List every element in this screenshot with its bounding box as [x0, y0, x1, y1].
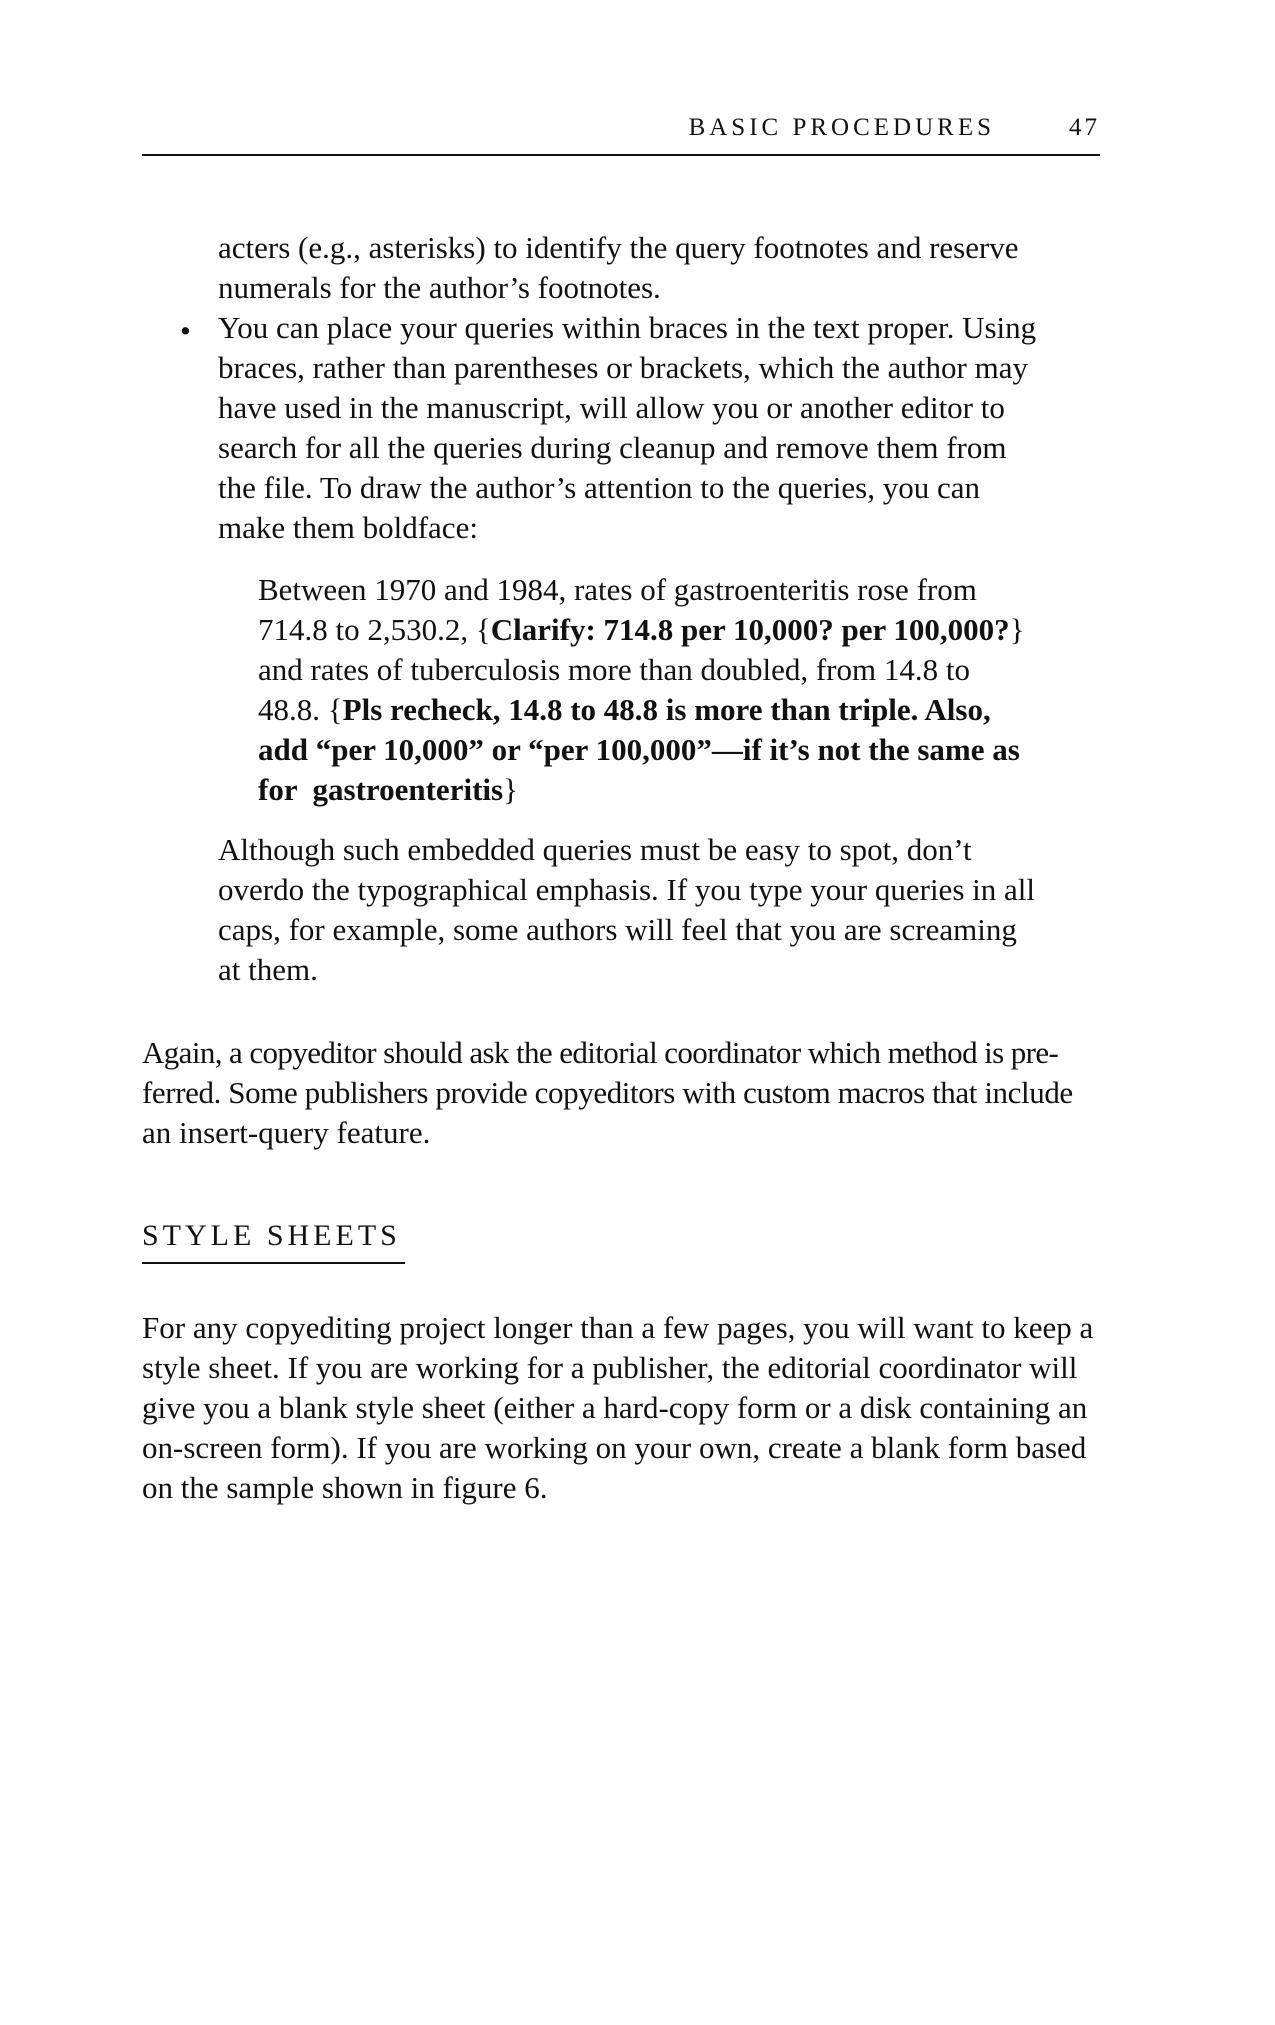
text-line: style sheet. If you are working for a publisher, the editorial coordinator will: [142, 1350, 1078, 1385]
text-line: and rates of tuberculosis more than doubled, from 14.8 to: [258, 652, 970, 687]
body-paragraph: [142, 1308, 1093, 1508]
text-line: caps, for example, some authors will feel that you are screaming: [218, 912, 1017, 947]
query-text: add “per 10,000” or “per 100,000”—if it’s not the same as: [258, 732, 1020, 767]
text-line: the file. To draw the author’s attention to the queries, you can: [218, 470, 980, 505]
brace: }: [1009, 612, 1025, 647]
bullet-item-text: [218, 308, 1036, 548]
text-line: search for all the queries during cleanup and remove them from: [218, 430, 1007, 465]
text-line: numerals for the author’s footnotes.: [218, 270, 661, 305]
text-line: Between 1970 and 1984, rates of gastroenteritis rose from: [258, 572, 977, 607]
text-line: ferred. Some publishers provide copyeditors with custom macros that include: [142, 1075, 1073, 1110]
text-line: give you a blank style sheet (either a hard-copy form or a disk containing an: [142, 1390, 1088, 1425]
page-number: 47: [1069, 114, 1100, 141]
running-head-title: BASIC PROCEDURES: [688, 114, 995, 141]
text-line: on the sample shown in figure 6.: [142, 1470, 548, 1505]
query-text: Clarify: 714.8 per 10,000? per 100,000?: [490, 612, 1010, 647]
text-line: acters (e.g., asterisks) to identify the query footnotes and reserve: [218, 230, 1019, 265]
text-line: [258, 690, 1025, 730]
example-text: 714.8 to 2,530.2, {: [258, 612, 491, 647]
text-line: Again, a copyeditor should ask the editorial coordinator which method is pre-: [142, 1035, 1059, 1070]
text-line: [258, 770, 1025, 810]
text-line: You can place your queries within braces in the text proper. Using: [218, 310, 1037, 345]
body-paragraph: [142, 1033, 1073, 1153]
text-line: on-screen form). If you are working on your own, create a blank form based: [142, 1430, 1087, 1465]
bullet-marker: •: [180, 313, 191, 348]
running-head: [142, 108, 1100, 156]
example-extract: [258, 570, 1025, 810]
section-heading: STYLE SHEETS: [142, 1216, 405, 1264]
query-text: Pls recheck, 14.8 to 48.8 is more than triple. Also,: [342, 692, 991, 727]
text-line: For any copyediting project longer than a few pages, you will want to keep a: [142, 1310, 1094, 1345]
text-line: make them boldface:: [218, 510, 478, 545]
example-text: 48.8. {: [258, 692, 343, 727]
text-line: overdo the typographical emphasis. If you type your queries in all: [218, 872, 1035, 907]
text-line: braces, rather than parentheses or brackets, which the author may: [218, 350, 1028, 385]
text-line: Although such embedded queries must be easy to spot, don’t: [218, 832, 972, 867]
query-text: for gastroenteritis: [258, 772, 504, 807]
text-line: at them.: [218, 952, 318, 987]
text-line: an insert-query feature.: [142, 1115, 431, 1150]
bullet-continuation: [218, 228, 1019, 308]
brace: }: [503, 772, 518, 807]
text-line: have used in the manuscript, will allow you or another editor to: [218, 390, 1005, 425]
after-example-text: [218, 830, 1035, 990]
text-line: [258, 610, 1025, 650]
